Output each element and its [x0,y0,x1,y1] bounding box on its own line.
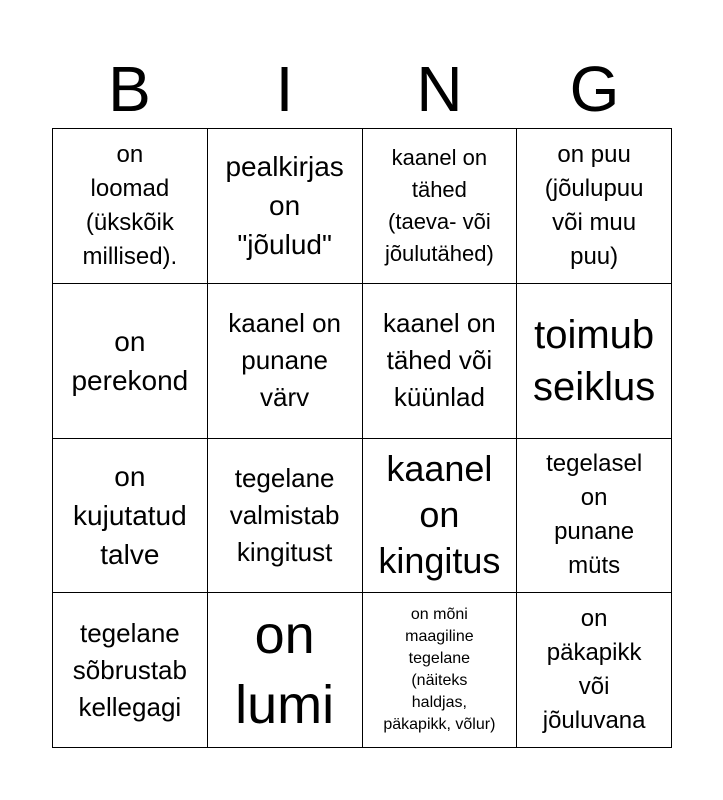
cell-label: pealkirjas on "jõulud" [225,151,344,261]
cell-label: on perekond [71,325,189,396]
bingo-cell[interactable] [53,593,208,748]
bingo-cell[interactable] [208,593,363,748]
cell-label: on kujutatud talve [73,460,187,570]
cell-label: kaanel on punane värv [228,308,341,413]
bingo-cell[interactable] [517,284,672,439]
bingo-cell[interactable] [363,284,518,439]
bingo-cell[interactable] [53,284,208,439]
cell-label: kaanel on tähed või küünlad [382,308,496,413]
bingo-cell[interactable] [363,129,518,284]
header-letter-i: I [275,53,294,125]
header-letter-n: N [416,53,463,125]
header-letter-g: G [569,53,620,125]
bingo-cell[interactable] [208,439,363,594]
cell-label: on puu (jõulupuu või muu puu) [544,140,644,270]
cell-label: on mõni maagiline tegelane (näiteks haldjas, päkapikk, võlur) [383,606,496,734]
cell-label: toimub seiklus [532,312,656,409]
bingo-cell[interactable] [363,439,518,594]
bingo-cell[interactable] [208,129,363,284]
bingo-cell[interactable] [53,129,208,284]
cell-label: tegelane valmistab kingitust [229,462,340,567]
cell-label: on loomad (ükskõik millised). [82,140,178,270]
cell-label: tegelasel on punane müts [546,450,643,580]
cell-label: kaanel on tähed (taeva- või jõulutähed) [384,144,494,266]
cell-label: kaanel on kingitus [378,448,501,582]
bingo-cell[interactable] [363,593,518,748]
bingo-board [52,128,672,748]
bingo-cell[interactable] [517,439,672,594]
header-letter-b: B [108,53,151,125]
cell-label: on lumi [235,605,335,736]
cell-label: tegelane sõbrustab kellegagi [72,617,187,722]
bingo-cell[interactable] [208,284,363,439]
bingo-cell[interactable] [517,129,672,284]
bingo-cell[interactable] [517,593,672,748]
bingo-cell[interactable] [53,439,208,594]
cell-label: on päkapikk või jõuluvana [542,605,646,735]
bingo-header [52,50,672,128]
